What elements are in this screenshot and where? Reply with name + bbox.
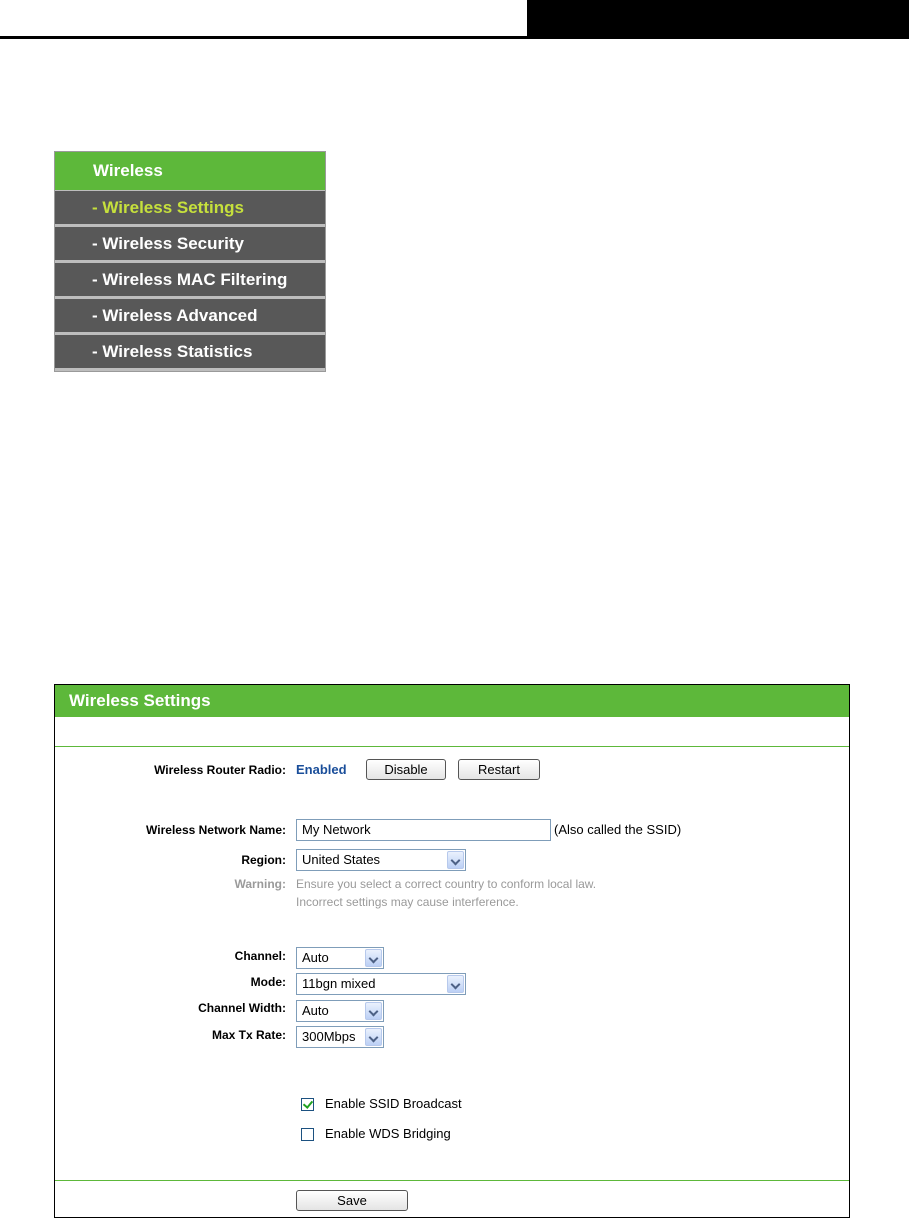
chevron-down-icon[interactable] bbox=[365, 1028, 382, 1046]
warning-label: Warning: bbox=[234, 877, 286, 891]
network-name-label: Wireless Network Name: bbox=[146, 823, 286, 837]
chevron-down-icon[interactable] bbox=[447, 975, 464, 993]
channel-width-value: Auto bbox=[302, 1003, 329, 1018]
save-button[interactable]: Save bbox=[296, 1190, 408, 1211]
mode-select[interactable] bbox=[296, 973, 466, 995]
wds-bridging-checkbox[interactable] bbox=[301, 1128, 314, 1141]
panel-divider-bottom bbox=[55, 1180, 849, 1181]
channel-width-label: Channel Width: bbox=[198, 1001, 286, 1015]
ssid-broadcast-checkbox[interactable] bbox=[301, 1098, 314, 1111]
chevron-down-icon[interactable] bbox=[365, 949, 382, 967]
channel-value: Auto bbox=[302, 950, 329, 965]
channel-label: Channel: bbox=[234, 949, 286, 963]
menu-header-wireless[interactable]: Wireless bbox=[55, 152, 325, 190]
restart-button[interactable]: Restart bbox=[458, 759, 540, 780]
wds-bridging-label: Enable WDS Bridging bbox=[325, 1126, 451, 1141]
chevron-down-icon[interactable] bbox=[447, 851, 464, 869]
channel-select[interactable] bbox=[296, 947, 384, 969]
region-label: Region: bbox=[241, 853, 286, 867]
disable-button[interactable]: Disable bbox=[366, 759, 446, 780]
max-tx-rate-value: 300Mbps bbox=[302, 1029, 356, 1044]
max-tx-rate-label: Max Tx Rate: bbox=[211, 1028, 286, 1042]
region-value: United States bbox=[302, 852, 381, 867]
chevron-down-icon[interactable] bbox=[365, 1002, 382, 1020]
radio-label: Wireless Router Radio: bbox=[154, 763, 286, 777]
ssid-broadcast-label: Enable SSID Broadcast bbox=[325, 1096, 462, 1111]
panel-title: Wireless Settings bbox=[55, 685, 849, 717]
panel-divider-top bbox=[55, 746, 849, 747]
channel-width-select[interactable] bbox=[296, 1000, 384, 1022]
max-tx-rate-select[interactable] bbox=[296, 1026, 384, 1048]
ssid-input[interactable]: My Network bbox=[296, 819, 551, 841]
menu-item-wireless-statistics[interactable]: - Wireless Statistics bbox=[55, 335, 325, 368]
radio-status: Enabled bbox=[296, 762, 347, 777]
header-black-block bbox=[527, 0, 909, 39]
menu-item-wireless-settings[interactable]: - Wireless Settings bbox=[55, 191, 325, 224]
region-select[interactable] bbox=[296, 849, 466, 871]
wireless-menu bbox=[54, 151, 326, 372]
mode-label: Mode: bbox=[250, 975, 286, 989]
warning-line-1: Ensure you select a correct country to conform local law. bbox=[296, 877, 597, 891]
mode-value: 11bgn mixed bbox=[302, 976, 376, 991]
menu-item-wireless-mac-filtering[interactable]: - Wireless MAC Filtering bbox=[55, 263, 325, 296]
ssid-hint: (Also called the SSID) bbox=[554, 822, 682, 837]
header-rule bbox=[0, 36, 909, 39]
wireless-settings-panel bbox=[54, 684, 850, 1218]
warning-line-2: Incorrect settings may cause interference. bbox=[296, 895, 519, 909]
menu-item-wireless-advanced[interactable]: - Wireless Advanced bbox=[55, 299, 325, 332]
menu-item-wireless-security[interactable]: - Wireless Security bbox=[55, 227, 325, 260]
